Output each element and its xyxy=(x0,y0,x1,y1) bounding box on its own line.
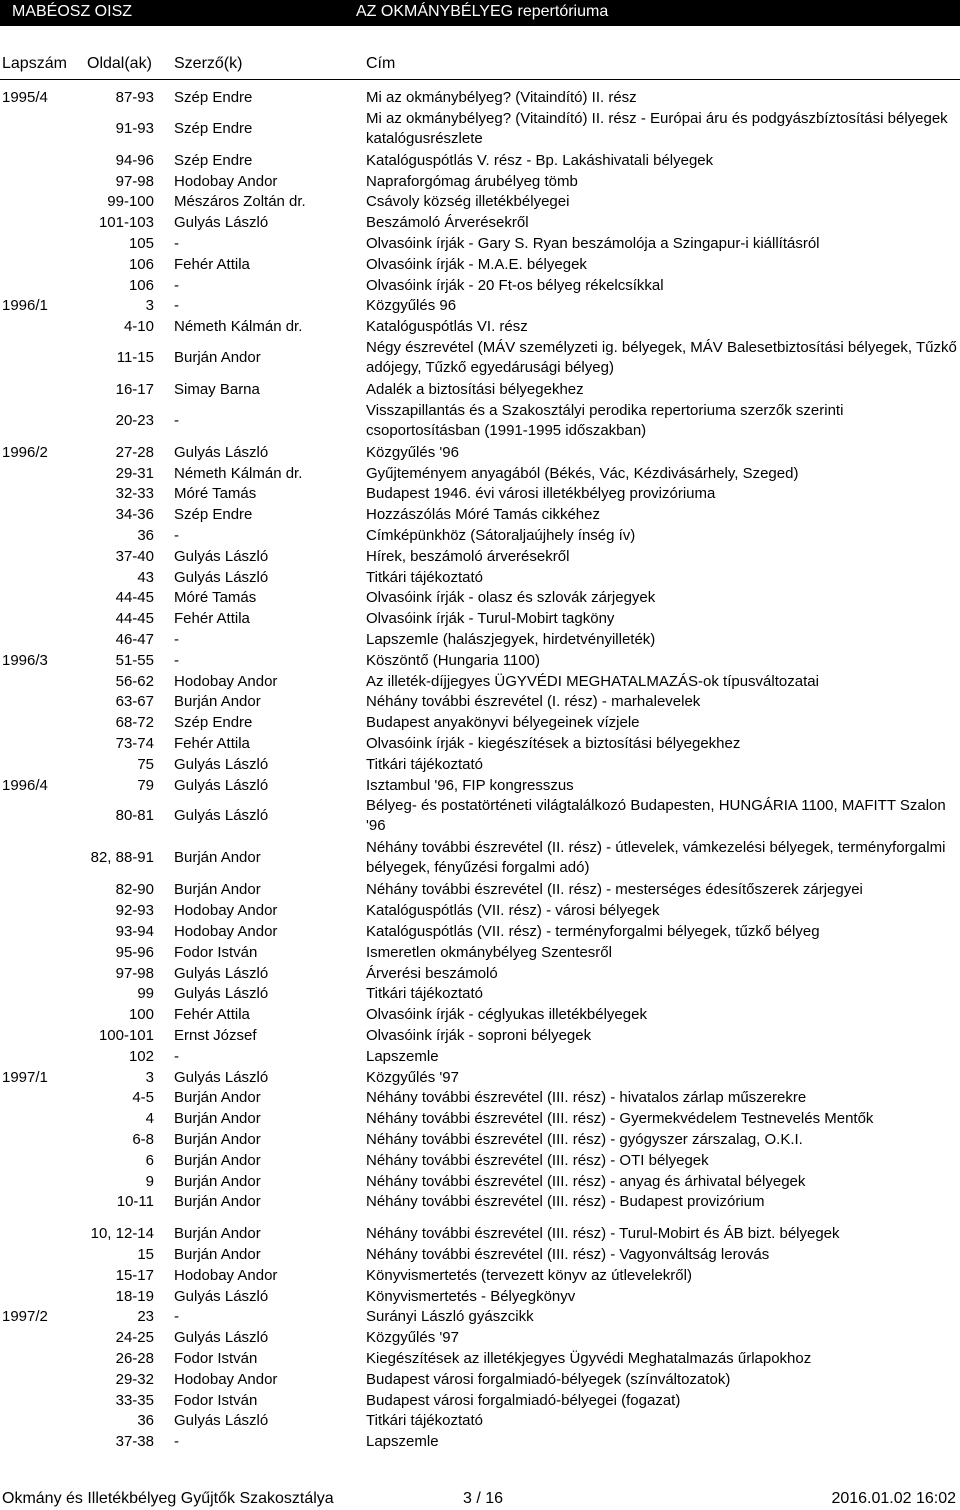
title-cell: Olvasóink írják - kiegészítések a biztosítási bélyegekhez xyxy=(366,735,741,752)
table-row xyxy=(0,1026,960,1047)
table-row xyxy=(0,943,960,964)
page-footer xyxy=(0,1490,960,1510)
title-cell: Néhány további észrevétel (III. rész) - anyag és árhivatal bélyegek xyxy=(366,1172,806,1190)
title-cell: Néhány további észrevétel (III. rész) - Gyermekvédelem Testnevelés Mentők xyxy=(366,1110,874,1128)
pages-cell: 79 xyxy=(137,776,154,794)
author-cell: Németh Kálmán dr. xyxy=(174,464,303,482)
title-cell: Katalóguspótlás (VII. rész) - terményforgalmi bélyegek, tűzkő bélyeg xyxy=(366,923,820,940)
author-cell: Burján Andor xyxy=(174,1246,261,1263)
pages-cell: 99-100 xyxy=(107,193,154,211)
table-row xyxy=(0,1088,960,1109)
table-row xyxy=(0,526,960,547)
pages-cell: 101-103 xyxy=(98,214,154,232)
title-cell: Árverési beszámoló xyxy=(366,964,498,982)
title-cell: Címképünkhöz (Sátoraljaújhely ínség ív) xyxy=(366,527,636,544)
table-row xyxy=(0,630,960,651)
table-row xyxy=(0,1287,960,1308)
title-cell: Közgyűlés '96 xyxy=(366,443,459,461)
table-row xyxy=(0,1411,960,1432)
pages-cell: 23 xyxy=(137,1308,154,1326)
title-cell: Olvasóink írják - 20 Ft-os bélyeg rékelcsíkkal xyxy=(366,276,664,294)
pages-cell: 32-33 xyxy=(115,485,154,503)
title-cell: Néhány további észrevétel (III. rész) - gyógyszer zárszalag, O.K.I. xyxy=(366,1131,803,1148)
author-cell: - xyxy=(174,651,179,669)
title-cell: Néhány további észrevétel (III. rész) - Turul-Mobirt és ÁB bizt. bélyegek xyxy=(366,1225,840,1243)
table-row xyxy=(0,234,960,255)
table-row xyxy=(0,1068,960,1089)
title-cell: Néhány további észrevétel (III. rész) - hivatalos zárlap műszerekre xyxy=(366,1089,807,1107)
title-cell: Adalék a biztosítási bélyegekhez xyxy=(366,381,584,398)
title-cell: Csávoly község illetékbélyegei xyxy=(366,193,570,211)
table-row xyxy=(0,213,960,234)
table-row xyxy=(0,255,960,276)
author-cell: Hodobay Andor xyxy=(174,172,278,190)
table-row xyxy=(0,276,960,297)
author-cell: Hodobay Andor xyxy=(174,902,278,920)
table-row xyxy=(0,838,960,880)
author-cell: - xyxy=(174,631,179,648)
author-cell: Ernst József xyxy=(174,1027,257,1044)
pages-cell: 99 xyxy=(137,985,154,1003)
pages-cell: 36 xyxy=(137,527,154,544)
author-cell: Móré Tamás xyxy=(174,485,257,503)
pages-cell: 51-55 xyxy=(115,651,154,669)
pages-cell: 63-67 xyxy=(115,693,154,711)
title-cell: Ismeretlen okmánybélyeg Szentesről xyxy=(366,943,612,961)
title-cell: Beszámoló Árverésekről xyxy=(366,214,529,232)
issue-cell: 1997/1 xyxy=(2,1068,48,1086)
author-cell: Szép Endre xyxy=(174,151,253,169)
pages-cell: 4-10 xyxy=(123,318,154,336)
author-cell: Fehér Attila xyxy=(174,255,250,273)
pages-cell: 24-25 xyxy=(115,1329,154,1347)
table-row xyxy=(0,588,960,609)
author-cell: - xyxy=(174,276,179,294)
table-row xyxy=(0,1192,960,1213)
table-row xyxy=(0,984,960,1005)
table-row xyxy=(0,880,960,901)
author-cell: Gulyás László xyxy=(174,985,269,1003)
title-cell: Köszöntő (Hungaria 1100) xyxy=(366,651,540,669)
title-cell: Surányi László gyászcikk xyxy=(366,1308,534,1326)
title-cell: Budapest városi forgalmiadó-bélyegei (fogazat) xyxy=(366,1391,681,1409)
title-cell: Napraforgómag árubélyeg tömb xyxy=(366,172,578,190)
title-cell: Gyűjteményem anyagából (Békés, Vác, Kézdivásárhely, Szeged) xyxy=(366,464,799,482)
table-row xyxy=(0,922,960,943)
author-cell: Burján Andor xyxy=(174,849,261,867)
pages-cell: 106 xyxy=(128,276,154,294)
pages-cell: 10, 12-14 xyxy=(90,1225,154,1243)
pages-cell: 15 xyxy=(137,1246,154,1263)
author-cell: Szép Endre xyxy=(174,506,253,524)
table-row xyxy=(0,672,960,693)
pages-cell: 100-101 xyxy=(98,1027,154,1044)
author-cell: Mészáros Zoltán dr. xyxy=(174,193,306,211)
author-cell: Burján Andor xyxy=(174,1110,261,1128)
author-cell: Burján Andor xyxy=(174,881,261,899)
pages-cell: 6 xyxy=(145,1151,154,1169)
author-cell: Móré Tamás xyxy=(174,589,257,607)
pages-cell: 18-19 xyxy=(115,1287,154,1305)
table-row xyxy=(0,964,960,985)
table-row xyxy=(0,609,960,630)
pages-cell: 102 xyxy=(128,1047,154,1065)
table-row xyxy=(0,901,960,922)
author-cell: - xyxy=(174,1433,179,1451)
table-row xyxy=(0,1245,960,1266)
author-cell: Németh Kálmán dr. xyxy=(174,318,303,336)
table-row xyxy=(0,568,960,589)
table-row xyxy=(0,1047,960,1068)
pages-cell: 106 xyxy=(128,255,154,273)
pages-cell: 93-94 xyxy=(115,923,154,940)
author-cell: Gulyás László xyxy=(174,1412,269,1430)
table-row xyxy=(0,192,960,213)
pages-cell: 91-93 xyxy=(115,119,154,137)
pages-cell: 29-32 xyxy=(115,1370,154,1388)
issue-cell: 1997/2 xyxy=(2,1308,48,1326)
table-row xyxy=(0,651,960,672)
table-row xyxy=(0,1391,960,1412)
title-cell: Budapest városi forgalmiadó-bélyegek (színváltozatok) xyxy=(366,1370,731,1388)
author-cell: Fehér Attila xyxy=(174,610,250,628)
pages-cell: 82-90 xyxy=(115,881,154,899)
issue-cell: 1995/4 xyxy=(2,89,48,106)
pages-cell: 20-23 xyxy=(115,411,154,429)
table-row xyxy=(0,713,960,734)
pages-cell: 16-17 xyxy=(115,381,154,398)
pages-cell: 27-28 xyxy=(115,443,154,461)
title-cell: Lapszemle xyxy=(366,1433,439,1451)
author-cell: - xyxy=(174,235,179,252)
footer-page-number: 3 / 16 xyxy=(463,1490,504,1507)
title-cell: Titkári tájékoztató xyxy=(366,985,483,1003)
table-row xyxy=(0,380,960,401)
title-cell: Néhány további észrevétel (III. rész) - OTI bélyegek xyxy=(366,1151,709,1169)
title-cell: Olvasóink írják - M.A.E. bélyegek xyxy=(366,255,587,273)
author-cell: Szép Endre xyxy=(174,714,253,732)
title-cell: Könyvismertetés (tervezett könyv az útlevelekről) xyxy=(366,1266,692,1284)
table-row xyxy=(0,338,960,380)
pages-cell: 56-62 xyxy=(115,672,154,690)
title-cell: Néhány további észrevétel (II. rész) - útlevelek, vámkezelési bélyegek, terményforgalmi bélyegek, fényűzési forgalmi adó) xyxy=(366,839,946,877)
pages-cell: 43 xyxy=(137,568,154,586)
author-cell: - xyxy=(174,297,179,315)
table-row xyxy=(0,484,960,505)
pages-cell: 44-45 xyxy=(115,589,154,607)
table-row xyxy=(0,151,960,172)
table-row xyxy=(0,505,960,526)
author-cell: Gulyás László xyxy=(174,1287,269,1305)
table-row xyxy=(0,1370,960,1391)
author-cell: Hodobay Andor xyxy=(174,1370,278,1388)
author-cell: Hodobay Andor xyxy=(174,1266,278,1284)
col-oldal: Oldal(ak) xyxy=(87,55,152,72)
pages-cell: 37-38 xyxy=(115,1433,154,1451)
header-center: AZ OKMÁNYBÉLYEG repertóriuma xyxy=(356,3,609,20)
table-row xyxy=(0,443,960,464)
author-cell: Gulyás László xyxy=(174,776,269,794)
title-cell: Budapest 1946. évi városi illetékbélyeg provizóriuma xyxy=(366,485,716,503)
issue-cell: 1996/4 xyxy=(2,776,48,794)
title-cell: Mi az okmánybélyeg? (Vitaindító) II. rész - Európai áru és podgyászbíztosítási bélyegek katalógusrészlete xyxy=(366,109,948,147)
pages-cell: 15-17 xyxy=(115,1266,154,1284)
author-cell: Burján Andor xyxy=(174,1225,261,1243)
title-cell: Hírek, beszámoló árverésekről xyxy=(366,547,570,565)
pages-cell: 80-81 xyxy=(115,807,154,825)
table-row xyxy=(0,1172,960,1193)
issue-cell: 1996/2 xyxy=(2,443,48,461)
table-row xyxy=(0,401,960,443)
table-row xyxy=(0,1349,960,1370)
title-cell: Az illeték-díjjegyes ÜGYVÉDI MEGHATALMAZÁS-ok típusváltozatai xyxy=(366,672,819,690)
title-cell: Hozzászólás Móré Tamás cikkéhez xyxy=(366,506,600,524)
table-row xyxy=(0,464,960,485)
table-row xyxy=(0,88,960,109)
title-cell: Közgyűlés 96 xyxy=(366,297,457,315)
author-cell: Fodor István xyxy=(174,1350,258,1367)
pages-cell: 33-35 xyxy=(115,1391,154,1409)
pages-cell: 29-31 xyxy=(115,464,154,482)
column-header-row xyxy=(0,55,960,77)
title-cell: Bélyeg- és postatörténeti világtalálkozó Budapesten, HUNGÁRIA 1100, MAFITT Szalon '96 xyxy=(366,797,946,835)
pages-cell: 73-74 xyxy=(115,735,154,752)
author-cell: Fehér Attila xyxy=(174,735,250,752)
col-szerzo: Szerző(k) xyxy=(174,55,243,72)
pages-cell: 10-11 xyxy=(116,1193,154,1211)
pages-cell: 82, 88-91 xyxy=(90,849,154,867)
table-row xyxy=(0,1109,960,1130)
author-cell: Gulyás László xyxy=(174,807,269,825)
title-cell: Néhány további észrevétel (I. rész) - marhalevelek xyxy=(366,693,701,711)
title-cell: Négy észrevétel (MÁV személyzeti ig. bélyegek, MÁV Balesetbiztosítási bélyegek, Tűzkő adójegy, Tűzkő egyedárusági bélyeg) xyxy=(366,339,957,376)
footer-left: Okmány és Illetékbélyeg Gyűjtők Szakosztálya xyxy=(2,1490,334,1507)
table-row xyxy=(0,796,960,838)
table-row xyxy=(0,1005,960,1026)
pages-cell: 36 xyxy=(137,1412,154,1430)
title-cell: Titkári tájékoztató xyxy=(366,755,483,773)
table-row xyxy=(0,755,960,776)
author-cell: Hodobay Andor xyxy=(174,923,278,940)
author-cell: Gulyás László xyxy=(174,755,269,773)
header-divider xyxy=(0,79,960,80)
author-cell: Burján Andor xyxy=(174,349,261,366)
title-cell: Lapszemle (halászjegyek, hirdetvényilleték) xyxy=(366,631,656,648)
author-cell: Szép Endre xyxy=(174,89,253,106)
title-cell: Könyvismertetés - Bélyegkönyv xyxy=(366,1287,576,1305)
table-row xyxy=(0,317,960,338)
author-cell: - xyxy=(174,1047,179,1065)
author-cell: Burján Andor xyxy=(174,1131,261,1148)
table-row xyxy=(0,692,960,713)
title-cell: Visszapillantás és a Szakosztályi perodika repertoriuma szerzők szerinti csoportosításban (1991-1995 időszakban) xyxy=(366,401,844,439)
table-row xyxy=(0,1151,960,1172)
author-cell: - xyxy=(174,1308,179,1326)
pages-cell: 100 xyxy=(128,1006,154,1024)
title-cell: Olvasóink írják - céglyukas illetékbélyegek xyxy=(366,1006,647,1024)
pages-cell: 26-28 xyxy=(115,1350,154,1367)
title-cell: Katalóguspótlás VI. rész xyxy=(366,318,528,336)
pages-cell: 92-93 xyxy=(115,902,154,920)
table-row xyxy=(0,1432,960,1453)
author-cell: Fodor István xyxy=(174,943,258,961)
table-row xyxy=(0,1307,960,1328)
col-cim: Cím xyxy=(366,55,396,72)
table-row xyxy=(0,296,960,317)
pages-cell: 87-93 xyxy=(115,89,154,106)
pages-cell: 37-40 xyxy=(115,547,154,565)
author-cell: - xyxy=(174,527,179,544)
issue-cell: 1996/3 xyxy=(2,651,48,669)
author-cell: Burján Andor xyxy=(174,1089,261,1107)
author-cell: Fehér Attila xyxy=(174,1006,250,1024)
author-cell: Gulyás László xyxy=(174,214,269,232)
title-cell: Titkári tájékoztató xyxy=(366,568,483,586)
table-row xyxy=(0,1224,960,1245)
title-cell: Néhány további észrevétel (III. rész) - Budapest provizórium xyxy=(366,1193,765,1211)
author-cell: Gulyás László xyxy=(174,547,269,565)
title-cell: Közgyűlés '97 xyxy=(366,1068,459,1086)
author-cell: Simay Barna xyxy=(174,381,260,398)
pages-cell: 3 xyxy=(145,1068,154,1086)
pages-cell: 44-45 xyxy=(115,610,154,628)
title-cell: Isztambul '96, FIP kongresszus xyxy=(366,776,574,794)
pages-cell: 4 xyxy=(145,1110,154,1128)
author-cell: Burján Andor xyxy=(174,1193,261,1211)
issue-cell: 1996/1 xyxy=(2,297,48,315)
title-cell: Kiegészítések az illetékjegyes Ügyvédi Meghatalmazás űrlapokhoz xyxy=(366,1350,812,1367)
author-cell: Burján Andor xyxy=(174,1172,261,1190)
pages-cell: 75 xyxy=(137,755,154,773)
title-cell: Közgyűlés '97 xyxy=(366,1329,459,1347)
pages-cell: 3 xyxy=(145,297,154,315)
title-cell: Olvasóink írják - Turul-Mobirt tagköny xyxy=(366,610,615,628)
table-row xyxy=(0,1328,960,1349)
table-row xyxy=(0,734,960,755)
pages-cell: 6-8 xyxy=(132,1131,154,1148)
pages-cell: 9 xyxy=(145,1172,154,1190)
table-row xyxy=(0,1130,960,1151)
author-cell: Burján Andor xyxy=(174,1151,261,1169)
author-cell: Gulyás László xyxy=(174,1329,269,1347)
pages-cell: 46-47 xyxy=(115,631,154,648)
title-cell: Katalóguspótlás V. rész - Bp. Lakáshivatali bélyegek xyxy=(366,151,714,169)
table-row xyxy=(0,109,960,151)
pages-cell: 97-98 xyxy=(115,964,154,982)
author-cell: Gulyás László xyxy=(174,1068,269,1086)
pages-cell: 97-98 xyxy=(115,172,154,190)
table-row xyxy=(0,776,960,797)
author-cell: Fodor István xyxy=(174,1391,258,1409)
title-cell: Néhány további észrevétel (III. rész) - Vagyonváltság lerovás xyxy=(366,1246,770,1263)
author-cell: Gulyás László xyxy=(174,964,269,982)
title-cell: Titkári tájékoztató xyxy=(366,1412,483,1430)
author-cell: Gulyás László xyxy=(174,568,269,586)
table-row xyxy=(0,172,960,193)
author-cell: Burján Andor xyxy=(174,693,261,711)
pages-cell: 4-5 xyxy=(132,1089,154,1107)
author-cell: Gulyás László xyxy=(174,443,269,461)
pages-cell: 94-96 xyxy=(115,151,154,169)
title-cell: Lapszemle xyxy=(366,1047,439,1065)
title-cell: Katalóguspótlás (VII. rész) - városi bélyegek xyxy=(366,902,660,920)
title-cell: Olvasóink írják - Gary S. Ryan beszámolója a Szingapur-i kiállításról xyxy=(366,235,820,252)
footer-datetime: 2016.01.02 16:02 xyxy=(831,1490,956,1507)
author-cell: Szép Endre xyxy=(174,119,253,137)
col-lapszam: Lapszám xyxy=(2,55,67,72)
title-cell: Olvasóink írják - soproni bélyegek xyxy=(366,1027,592,1044)
title-cell: Mi az okmánybélyeg? (Vitaindító) II. rész xyxy=(366,89,637,106)
pages-cell: 95-96 xyxy=(115,943,154,961)
pages-cell: 34-36 xyxy=(115,506,154,524)
page-header xyxy=(0,0,960,26)
title-cell: Olvasóink írják - olasz és szlovák zárjegyek xyxy=(366,589,656,607)
pages-cell: 11-15 xyxy=(116,349,154,366)
table-row xyxy=(0,547,960,568)
pages-cell: 68-72 xyxy=(115,714,154,732)
author-cell: - xyxy=(174,411,179,429)
title-cell: Néhány további észrevétel (II. rész) - mesterséges édesítőszerek zárjegyei xyxy=(366,881,863,899)
header-left: MABÉOSZ OISZ xyxy=(12,3,133,20)
title-cell: Budapest anyakönyvi bélyegeinek vízjele xyxy=(366,714,640,732)
table-row xyxy=(0,1266,960,1287)
author-cell: Hodobay Andor xyxy=(174,672,278,690)
pages-cell: 105 xyxy=(128,235,154,252)
